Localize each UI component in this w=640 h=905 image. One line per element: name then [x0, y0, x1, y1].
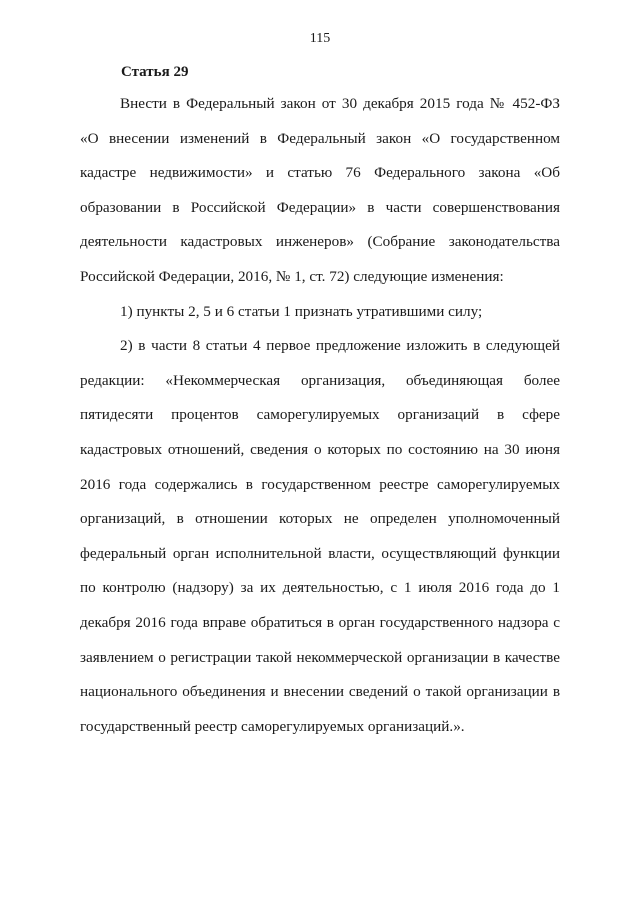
text-line: Внести в Федеральный закон от 30 декабря 2015 года № 452-ФЗ [120, 95, 560, 112]
text-line: декабря 2016 года вправе обратиться в орган государственного надзора с [80, 613, 560, 631]
text-line: организаций, в отношении которых не определен уполномоченный [80, 510, 560, 528]
text-line: образовании в Российской Федерации» в части совершенствования [80, 198, 560, 216]
page-number: 115 [309, 31, 331, 46]
paragraph-intro [80, 94, 560, 302]
text-line: государственный реестр саморегулируемых организаций.». [80, 717, 465, 735]
text-line: пятидесяти процентов саморегулируемых организаций в сфере [80, 406, 560, 424]
document-body [80, 94, 560, 751]
text-line: 2016 года содержались в государственном реестре саморегулируемых [80, 475, 560, 493]
text-line: редакции: «Некоммерческая организация, объединяющая более [80, 371, 560, 389]
text-line: 2) в части 8 статьи 4 первое предложение изложить в следующей [120, 337, 560, 355]
text-line: по контролю (надзору) за их деятельностью, с 1 июля 2016 года до 1 [80, 579, 560, 597]
text-line: кадастровых отношений, сведения о которых по состоянию на 30 июня [80, 440, 560, 458]
article-title: Статья 29 [121, 64, 189, 80]
paragraph-item-2 [80, 336, 560, 751]
paragraph-item-1 [80, 302, 560, 337]
text-line: деятельности кадастровых инженеров» (Собрание законодательства [80, 233, 560, 251]
text-line: федеральный орган исполнительной власти, осуществляющий функции [80, 544, 560, 562]
text-line: заявлением о регистрации такой некоммерческой организации в качестве [80, 648, 560, 666]
text-line: Российской Федерации, 2016, № 1, ст. 72) следующие изменения: [80, 267, 504, 285]
text-line: «О внесении изменений в Федеральный закон «О государственном [80, 129, 560, 147]
text-line: кадастре недвижимости» и статью 76 Федерального закона «Об [80, 164, 560, 182]
text-line: 1) пункты 2, 5 и 6 статьи 1 признать утратившими силу; [120, 302, 483, 320]
text-line: национального объединения и внесении сведений о такой организации в [80, 683, 560, 701]
